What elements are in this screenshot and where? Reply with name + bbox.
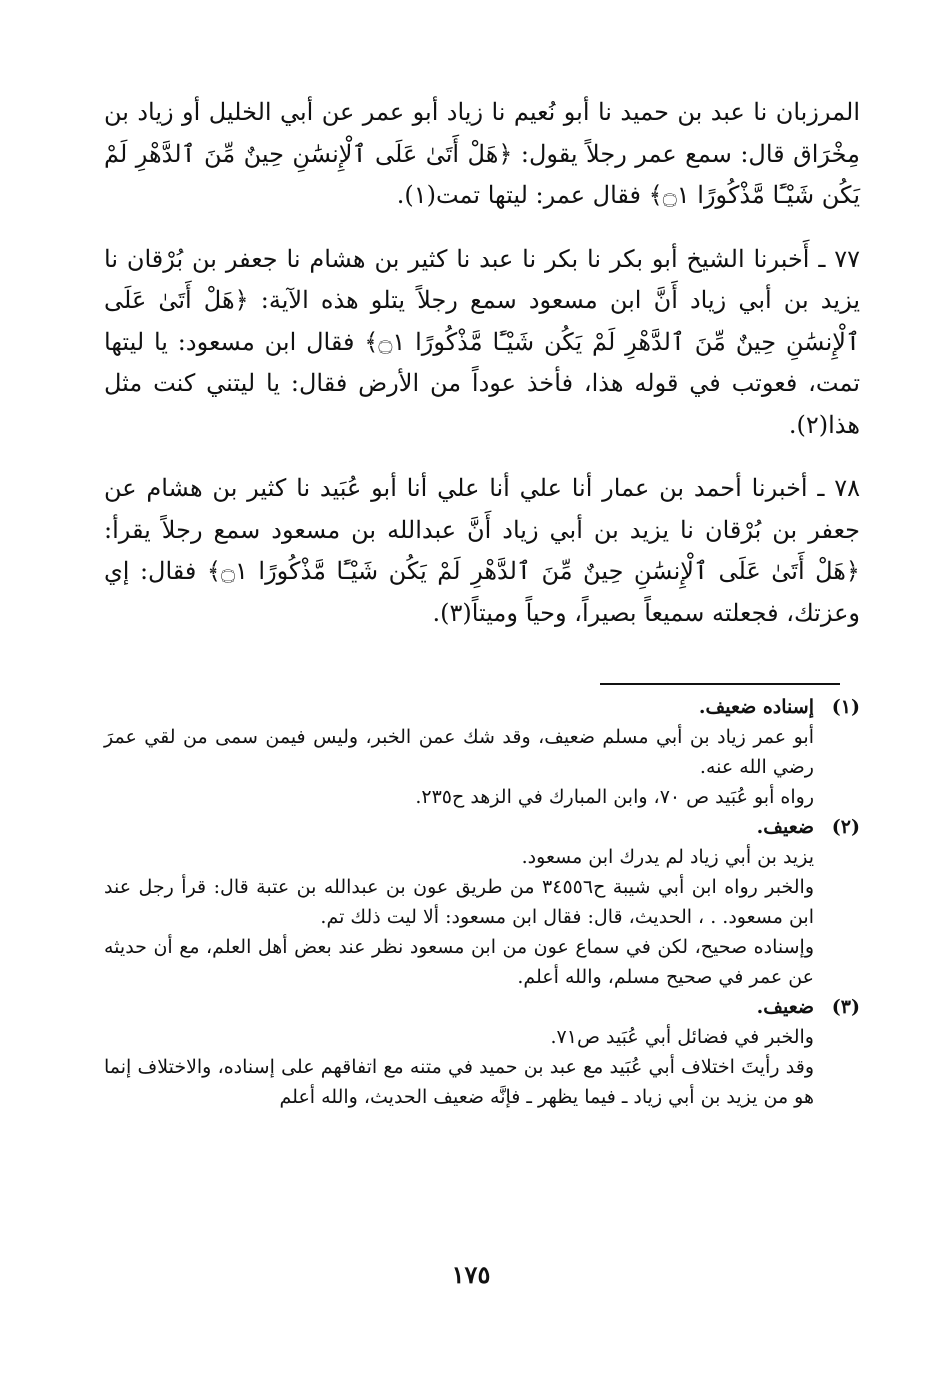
footnote-title: ضعيف. <box>756 996 814 1018</box>
footnote-line: وإسناده صحيح، لكن في سماع عون من ابن مسعود نظر عند بعض أهل العلم، مع أن حديثه عن عمر في صحيح مسلم، والله أعلم. <box>104 936 814 988</box>
footnote-line: والخبر رواه ابن أبي شيبة ح٣٤٥٥٦ من طريق عون بن عبدالله بن عتبة قال: قرأ رجل عند ابن مسعود. . ، الحديث، قال: فقال ابن مسعود: ألا ليت ذلك تم. <box>104 876 814 928</box>
footnote-number: (٣) <box>831 996 860 1018</box>
footnote-number: (١) <box>831 696 860 718</box>
footnote-line: والخبر في فضائل أبي عُبَيد ص٧١. <box>550 1026 814 1048</box>
footnote-line: يزيد بن أبي زياد لم يدرك ابن مسعود. <box>521 846 814 868</box>
footnote-number: (٢) <box>831 816 860 838</box>
footnote-line: أبو عمر زياد بن أبي مسلم ضعيف، وقد شك عمن الخبر، وليس فيمن سمى من لقي عمرَ رضي الله عنه. <box>104 726 814 778</box>
footnotes <box>104 692 860 1112</box>
footnote-3 <box>104 992 860 1112</box>
main-text <box>104 92 860 634</box>
footnote-1 <box>104 692 860 812</box>
paragraph-hadith-77: ٧٧ ـ أَخبرنا الشيخ أبو بكر نا بكر نا عبد نا كثير بن هشام نا جعفر بن بُرْقان نا يزيد بن أبي زياد أَنَّ ابن مسعود سمع رجلاً يتلو هذه الآية: ﴿هَلْ أَتَىٰ عَلَى ٱلْإِنسَٰنِ حِينٌ مِّنَ ٱلدَّهْرِ لَمْ يَكُن شَيْـًٔا مَّذْكُورًا ۝١﴾ فقال ابن مسعود: يا ليتها تمت، فعوتب في قوله هذا، فأخذ عوداً من الأرض فقال: يا ليتني كنت مثل هذا(٢). <box>104 244 861 439</box>
footnote-title: ضعيف. <box>756 816 814 838</box>
footnote-line: وقد رأيتَ اختلاف أبي عُبَيد مع عبد بن حميد في متنه مع اتفاقهم على إسناده، والاختلاف إنما هو من يزيد بن أبي زياد ـ فيما يظهر ـ فإنَّه ضعيف الحديث، والله أعلم <box>104 1056 814 1108</box>
footnote-separator <box>600 683 840 685</box>
paragraph-isnad-intro: المرزبان نا عبد بن حميد نا أبو نُعيم نا زياد أبو عمر عن أبي الخليل أو زياد بن مِخْرَاق قال: سمع عمر رجلاً يقول: ﴿هَلْ أَتَىٰ عَلَى ٱلْإِنسَٰنِ حِينٌ مِّنَ ٱلدَّهْرِ لَمْ يَكُن شَيْـًٔا مَّذْكُورًا ۝١﴾ فقال عمر: ليتها تمت(١). <box>104 98 860 209</box>
footnote-line: رواه أبو عُبَيد ص ٧٠، وابن المبارك في الزهد ح٢٣٥. <box>415 786 814 808</box>
page-number: ١٧٥ <box>451 1260 491 1289</box>
paragraph-hadith-78: ٧٨ ـ أخبرنا أحمد بن عمار أنا علي أنا علي أنا أبو عُبَيد نا كثير بن هشام عن جعفر بن بُرْقان نا يزيد بن أبي زياد أَنَّ عبدالله بن مسعود سمع رجلاً يقرأ: ﴿هَلْ أَتَىٰ عَلَى ٱلْإِنسَٰنِ حِينٌ مِّنَ ٱلدَّهْرِ لَمْ يَكُن شَيْـًٔا مَّذْكُورًا ۝١﴾ فقال: إي وعزتك، فجعلته سميعاً بصيراً، وحياً وميتاً(٣). <box>104 474 860 627</box>
footnote-title: إسناده ضعيف. <box>698 696 814 718</box>
footnote-2 <box>104 812 860 992</box>
